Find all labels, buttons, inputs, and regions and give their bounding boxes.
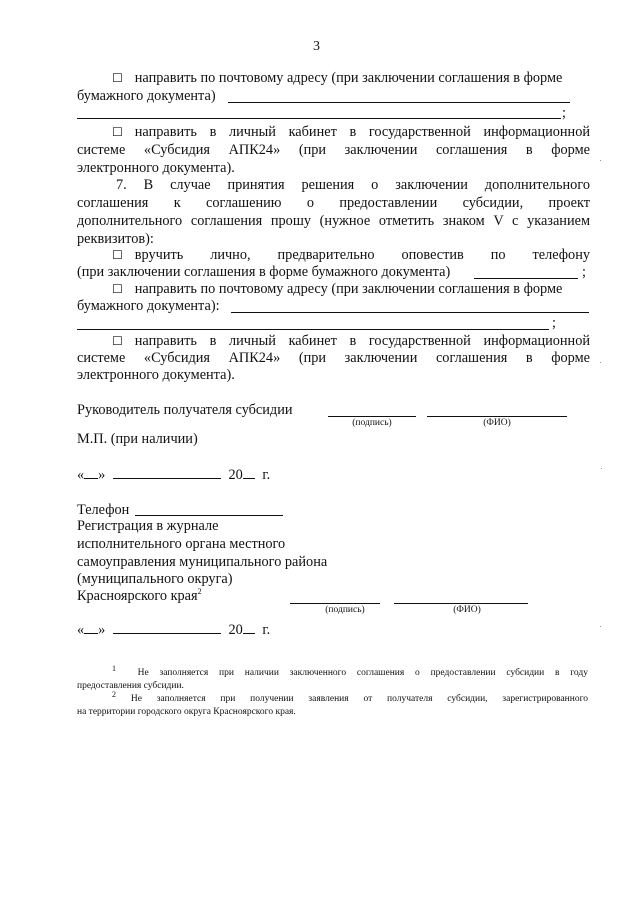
option-personal-cabinet-2: ☐ направить в личный кабинет в государственной информационной xyxy=(112,333,590,349)
name-line[interactable] xyxy=(394,603,528,604)
paragraph-7-line4: реквизитов): xyxy=(77,231,154,247)
option-personal-cabinet-2-line3: электронного документа). xyxy=(77,367,235,383)
date-field-2: « » 20 г. xyxy=(77,622,271,638)
phone-line[interactable] xyxy=(135,515,283,516)
option-personal-cabinet-1-line3: электронного документа). xyxy=(77,160,235,176)
phone-fill-line[interactable] xyxy=(474,278,578,279)
signature-caption: (подпись) xyxy=(325,605,365,615)
option-personal-cabinet-2-line2: системе «Субсидия АПК24» (при заключении соглашения в форме xyxy=(77,350,590,366)
option-personal-cabinet-1-line2: системе «Субсидия АПК24» (при заключении соглашения в форме xyxy=(77,142,590,158)
scan-speck xyxy=(600,160,601,161)
name-caption: (ФИО) xyxy=(453,605,481,615)
signature-line[interactable] xyxy=(328,416,416,417)
footnote-1-line1: $^1$ Не заполняется при наличии заключенного соглашения о предоставлении субсидии в году xyxy=(112,663,588,678)
phone-label: Телефон xyxy=(77,502,130,518)
checkbox-icon[interactable]: ☐ xyxy=(112,282,123,296)
registration-line1: Регистрация в журнале xyxy=(77,518,219,534)
checkbox-icon[interactable]: ☐ xyxy=(112,125,123,139)
stamp-label: М.П. (при наличии) xyxy=(77,431,198,447)
address-fill-line[interactable] xyxy=(228,102,570,103)
option-hand-delivery-line2: (при заключении соглашения в форме бумажного документа) xyxy=(77,264,451,280)
option-hand-delivery: ☐ вручить лично, предварительно оповестив по телефону xyxy=(112,247,590,263)
name-caption: (ФИО) xyxy=(483,418,511,428)
checkbox-icon[interactable]: ☐ xyxy=(112,71,123,85)
day-blank[interactable] xyxy=(84,465,98,479)
paragraph-7-line3: дополнительного соглашения прошу (нужное отметить знаком V с указанием xyxy=(77,213,590,229)
year-blank[interactable] xyxy=(243,620,255,634)
scan-speck xyxy=(600,626,601,627)
checkbox-icon[interactable]: ☐ xyxy=(112,334,123,348)
option-text: направить по почтовому адресу (при заключении соглашения в форме xyxy=(134,70,563,86)
scan-speck xyxy=(600,362,601,363)
footnote-2-line2: на территории городского округа Красноярского края. xyxy=(77,707,296,717)
year-blank[interactable] xyxy=(243,465,255,479)
option-postal-address-2-line2: бумажного документа): xyxy=(77,298,220,314)
address-fill-line[interactable] xyxy=(77,329,549,330)
checkbox-icon[interactable]: ☐ xyxy=(112,248,123,262)
signature-caption: (подпись) xyxy=(352,418,392,428)
paragraph-7-line2: соглашения к соглашению о предоставлении субсидии, проект xyxy=(77,195,590,211)
option-postal-address-1-line2: бумажного документа) xyxy=(77,88,216,104)
footnote-2-line1: $^2$ Не заполняется при получении заявления от получателя субсидии, зарегистрированного xyxy=(112,689,589,704)
registration-line3: самоуправления муниципального района xyxy=(77,554,328,570)
option-postal-address-1 xyxy=(112,70,562,86)
registration-line4: (муниципального округа) xyxy=(77,571,233,587)
semicolon: ; xyxy=(552,315,556,331)
footnote-1-line2: предоставления субсидии. xyxy=(77,681,184,691)
head-of-recipient-label: Руководитель получателя субсидии xyxy=(77,402,293,418)
registration-line5: Красноярского края$^2$ xyxy=(77,587,202,604)
registration-line2: исполнительного органа местного xyxy=(77,536,286,552)
option-personal-cabinet-1: ☐ направить в личный кабинет в государственной информационной xyxy=(112,124,590,140)
month-blank[interactable] xyxy=(113,620,221,634)
date-field-1: « » 20 г. xyxy=(77,467,271,483)
address-fill-line[interactable] xyxy=(77,118,561,119)
footnote-mark: 2 xyxy=(197,587,202,597)
month-blank[interactable] xyxy=(113,465,221,479)
name-line[interactable] xyxy=(427,416,567,417)
page-number: 3 xyxy=(313,39,320,54)
day-blank[interactable] xyxy=(84,620,98,634)
option-postal-address-2: ☐ направить по почтовому адресу (при заключении соглашения в форме xyxy=(112,281,563,297)
signature-line[interactable] xyxy=(290,603,380,604)
paragraph-7-line1: 7. В случае принятия решения о заключении дополнительного xyxy=(116,177,590,193)
scan-speck xyxy=(601,468,602,469)
semicolon: ; xyxy=(582,264,586,280)
address-fill-line[interactable] xyxy=(231,312,589,313)
semicolon: ; xyxy=(562,105,566,121)
